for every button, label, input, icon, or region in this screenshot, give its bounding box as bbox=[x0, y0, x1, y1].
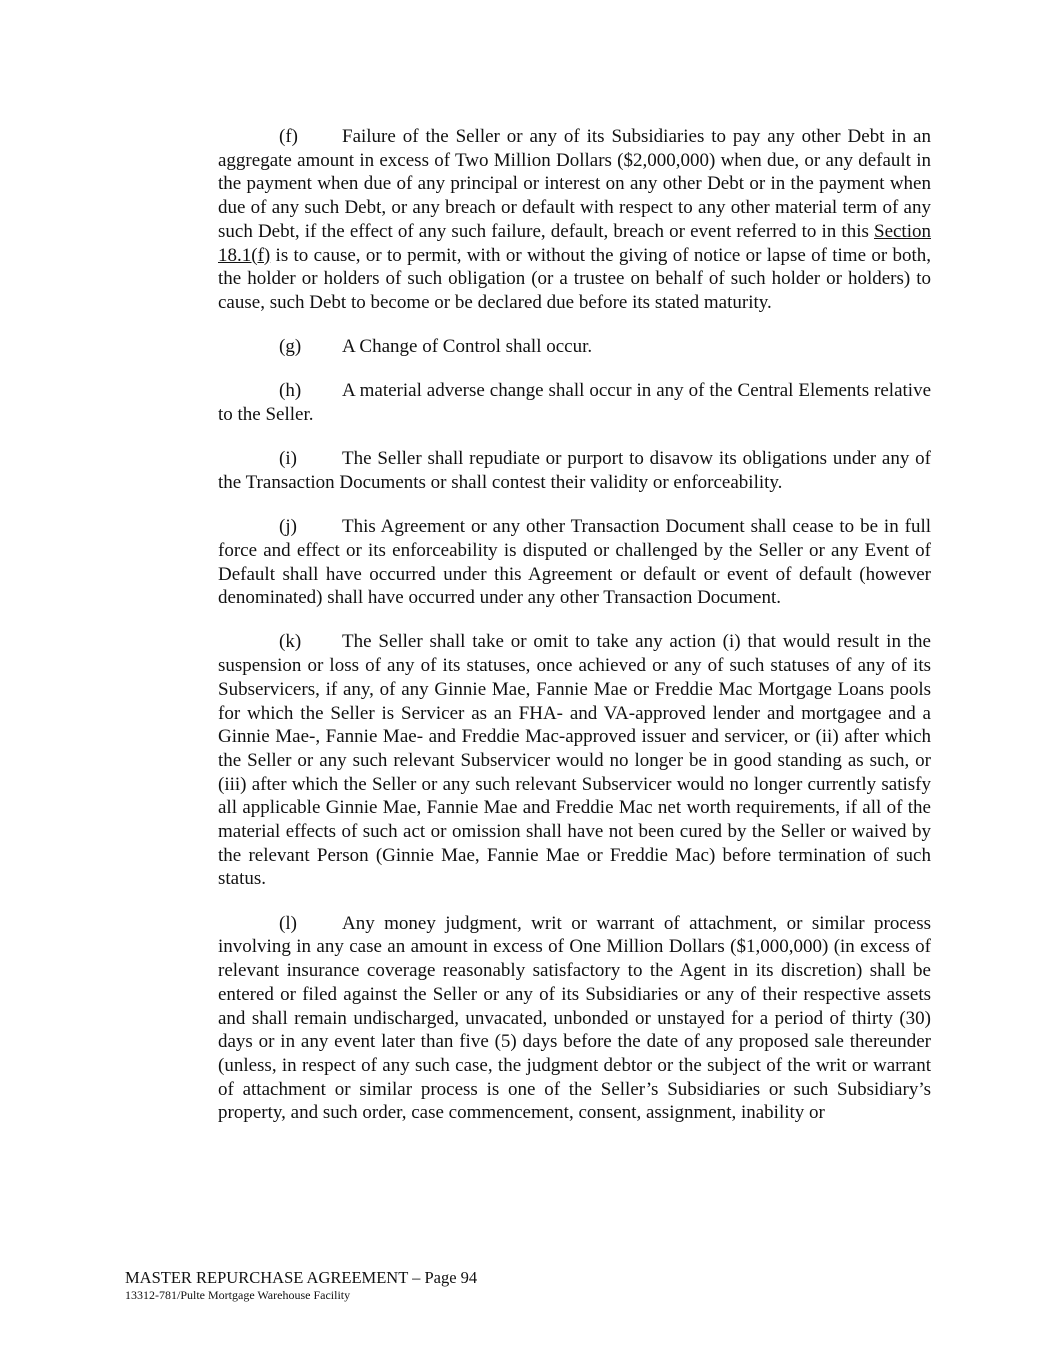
clause-marker: (g) bbox=[279, 336, 302, 358]
clause-text: Any money judgment, writ or warrant of attachment, or similar process involving in any case an amount in excess of One Million Dollars ($1,000,000) (in excess of relevant insurance coverage reasonably satisfactory to the Agent in its discretion) shall be entered or filed against the Seller or any of its Subsidiaries or any of their respective assets and shall remain undischarged, unvacated, unbonded or unstayed for a period of thirty (30) days or in any event later than five (5) days before the date of any proposed sale thereunder (unless, in respect of any such case, the judgment debtor or the subject of the writ or warrant of attachment or similar process is one of the Seller’s Subsidiaries or such Subsidiary’s property, and such order, case commencement, consent, assignment, inability or bbox=[218, 912, 931, 1124]
footer-title: MASTER REPURCHASE AGREEMENT – Page 94 bbox=[125, 1268, 478, 1287]
clause-text: A material adverse change shall occur in any of the Central Elements relative to the Seller. bbox=[218, 380, 931, 426]
clause-text: Failure of the Seller or any of its Subsidiaries to pay any other Debt in an aggregate amount in excess of Two Million Dollars ($2,000,000) when due, or any default in the payment when due of any principal or interest on any other Debt or in the payment when due of any such Debt, or any breach or default with respect to any other material term of any such Debt, if the effect of any such failure, default, breach or event referred to in this bbox=[218, 126, 931, 242]
clause-text-continued: is to cause, or to permit, with or without the giving of notice or lapse of time or both, the holder or holders of such obligation (or a trustee on behalf of such holder or holders) to cause, such Debt to become or be declared due before its stated maturity. bbox=[218, 244, 931, 313]
clause-marker: (i) bbox=[279, 448, 297, 470]
clause-text: The Seller shall repudiate or purport to disavow its obligations under any of the Transaction Documents or shall contest their validity or enforceability. bbox=[218, 448, 931, 493]
clause-h bbox=[218, 379, 931, 426]
clause-text: This Agreement or any other Transaction Document shall cease to be in full force and effect or its enforceability is disputed or challenged by the Seller or any Event of Default shall have occurred under this Agreement or default or event of default (however denominated) shall have occurred under any other Transaction Document. bbox=[218, 516, 931, 609]
clause-g bbox=[218, 335, 931, 359]
clause-i bbox=[218, 447, 931, 494]
section-reference-link[interactable]: Section 18.1(f) bbox=[218, 220, 931, 266]
page-footer bbox=[125, 1268, 925, 1302]
footer-reference: 13312-781/Pulte Mortgage Warehouse Facility bbox=[125, 1288, 351, 1302]
clause-marker: (l) bbox=[279, 912, 297, 934]
clause-marker: (f) bbox=[279, 126, 298, 147]
clause-f bbox=[218, 125, 931, 315]
clause-l bbox=[218, 912, 931, 1125]
clause-text: The Seller shall take or omit to take any action (i) that would result in the suspension or loss of any of its statuses, once achieved or any of such statuses of any of its Subservicers, if any, of any Ginnie Mae, Fannie Mae or Freddie Mac Mortgage Loans pools for which the Seller is Servicer as an FHA- and VA-approved lender and mortgagee and a Ginnie Mae-, Fannie Mae- and Freddie Mac-approved issuer and servicer, or (ii) after which the Seller or any such relevant Subservicer would no longer be in good standing as such, or (iii) after which the Seller or any such relevant Subservicer would no longer currently satisfy all applicable Ginnie Mae, Fannie Mae and Freddie Mac net worth requirements, if all of the material effects of such act or omission shall have not been cured by the Seller or waived by the relevant Person (Ginnie Mae, Fannie Mae or Freddie Mac) before termination of such status. bbox=[218, 631, 931, 890]
clause-k bbox=[218, 630, 931, 891]
clause-j bbox=[218, 515, 931, 610]
clause-marker: (h) bbox=[279, 380, 302, 402]
clause-marker: (k) bbox=[279, 631, 302, 653]
document-body bbox=[218, 125, 931, 1146]
clause-marker: (j) bbox=[279, 516, 297, 538]
clause-text: A Change of Control shall occur. bbox=[342, 336, 593, 358]
